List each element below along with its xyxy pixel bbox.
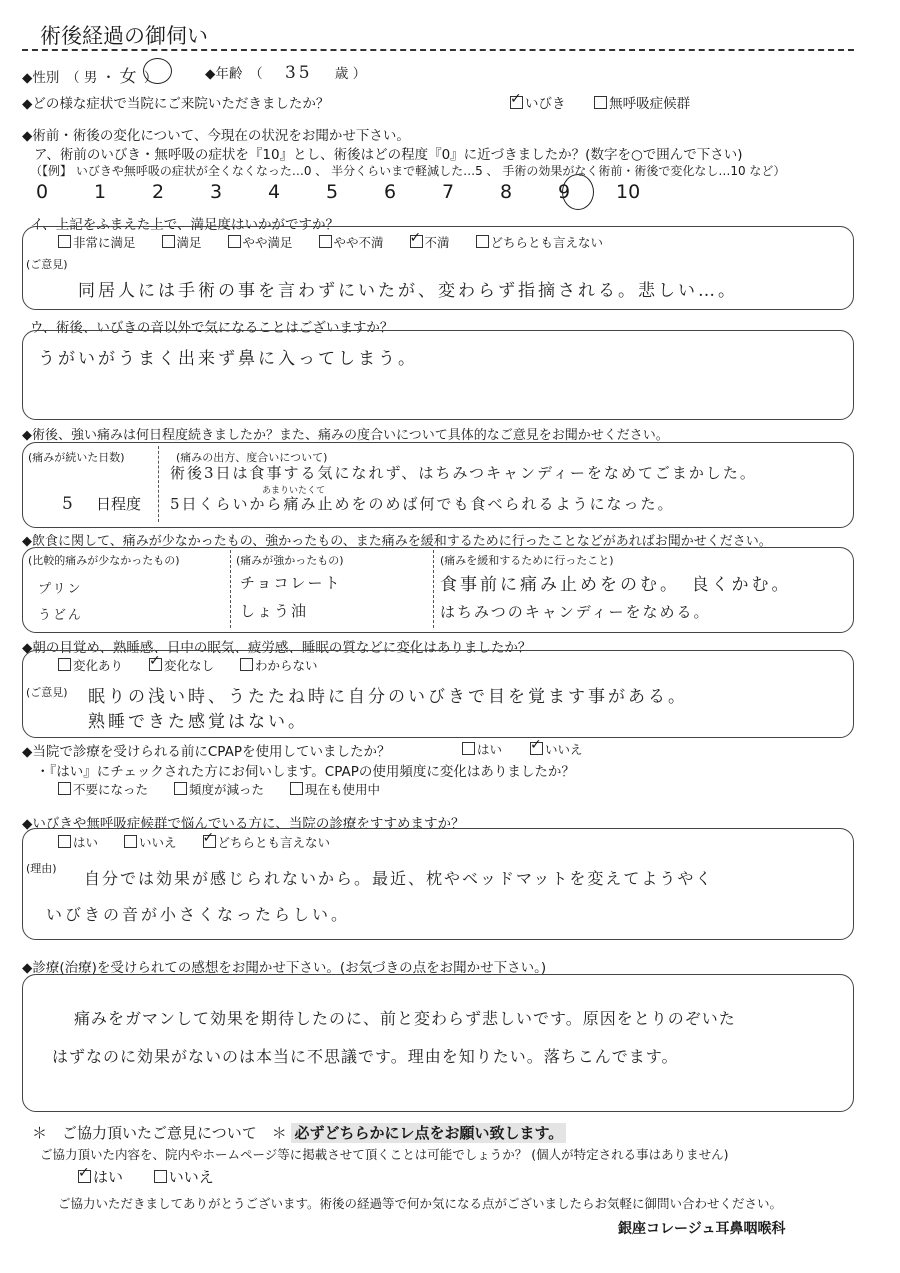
scale-4[interactable]: 4	[268, 181, 281, 203]
food-col2-label: (痛みが強かったもの)	[236, 554, 344, 567]
symptom-question: ◆どの様な症状で当院にご来院いただきましたか？	[22, 96, 330, 112]
food-col1-item[interactable]: うどん	[38, 608, 84, 623]
pain-days-value[interactable]: 5	[62, 494, 76, 514]
scale-8[interactable]: 8	[500, 181, 513, 203]
food-divider-2	[433, 550, 434, 628]
cpap-freq2-checkbox[interactable]	[174, 782, 187, 795]
satisfaction-opt2-label: 満足	[176, 235, 202, 250]
age-label: ◆年齢 （	[205, 66, 263, 82]
pain-divider	[158, 446, 159, 522]
pain-days-unit: 日程度	[96, 495, 142, 513]
recommend-comment-2[interactable]: いびきの音が小さくなったらしい。	[46, 905, 351, 924]
sleep-opt2-checkbox[interactable]	[149, 658, 162, 671]
food-col1-item[interactable]: プリン	[38, 582, 83, 597]
gender-label: ◆性別 （ 男 ・	[22, 70, 116, 86]
scale-9[interactable]: 9	[558, 181, 571, 203]
scale-5[interactable]: 5	[326, 181, 339, 203]
cpap-subquestion: ・『はい』にチェックされた方にお伺いします。CPAPの使用頻度に変化はありましたか？	[36, 764, 575, 780]
satisfaction-opt3-label: やや満足	[242, 235, 293, 250]
recommend-yes-label: はい	[73, 835, 99, 850]
scale-7[interactable]: 7	[442, 181, 455, 203]
recommend-reason-label: (理由)	[26, 862, 57, 875]
satisfaction-question: イ、上記をふまえた上で、満足度はいかがですか？	[30, 217, 340, 233]
consent-yes-checkbox[interactable]	[78, 1170, 91, 1183]
gender-question	[22, 62, 157, 87]
cpap-question: ◆当院で診療を受けられる前にCPAPを使用していましたか？	[22, 744, 391, 760]
age-unit: 歳 ）	[334, 66, 367, 82]
change-subquestion: ア、術前のいびき・無呼吸の症状を『10』とし、術後はどの程度『0』に近づきましたか？(数字を○で囲んで下さい)	[34, 147, 743, 163]
recommend-neither-label: どちらとも言えない	[217, 835, 331, 850]
cpap-options	[462, 740, 583, 758]
satisfaction-opt1-label: 非常に満足	[73, 235, 136, 250]
satisfaction-opt3-checkbox[interactable]	[228, 235, 241, 248]
other-comment[interactable]: うがいがうまく出来ず鼻に入ってしまう。	[38, 349, 418, 369]
consent-options	[78, 1166, 214, 1187]
satisfaction-opt4-checkbox[interactable]	[319, 235, 332, 248]
recommend-yes-checkbox[interactable]	[58, 835, 71, 848]
cpap-no-label: いいえ	[545, 742, 583, 757]
recommend-options	[58, 833, 330, 851]
food-col1-label: (比較的痛みが少なかったもの)	[28, 554, 180, 567]
satisfaction-opt1-checkbox[interactable]	[58, 235, 71, 248]
consent-no-checkbox[interactable]	[154, 1170, 167, 1183]
sleep-opt3-label: わからない	[255, 658, 318, 673]
clinic-name: 銀座コレージュ耳鼻咽喉科	[618, 1221, 786, 1237]
consent-header-emphasis: 必ずどちらかにレ点をお願い致します。	[291, 1123, 566, 1143]
sleep-opt1-label: 変化あり	[73, 658, 124, 673]
age-answer[interactable]: 35	[284, 63, 313, 83]
food-col3-label: (痛みを緩和するために行ったこと)	[440, 554, 614, 567]
food-col3-item[interactable]: はちみつのキャンディーをなめる。	[440, 603, 711, 621]
scale-6[interactable]: 6	[384, 181, 397, 203]
satisfaction-comment[interactable]: 同居人には手術の事を言わずにいたが、変わらず指摘される。悲しい…。	[78, 281, 738, 301]
consent-no-label: いいえ	[168, 1168, 214, 1186]
satisfaction-opinion-label: (ご意見)	[26, 258, 68, 271]
sleep-opt3-checkbox[interactable]	[240, 658, 253, 671]
cpap-yes-label: はい	[477, 742, 503, 757]
scale-3[interactable]: 3	[210, 181, 223, 203]
cpap-freq1-label: 不要になった	[73, 782, 149, 797]
symptom-options	[510, 92, 690, 112]
gender-close: ）	[143, 70, 158, 86]
age-question	[205, 62, 366, 83]
recommend-no-checkbox[interactable]	[124, 835, 137, 848]
scale-2[interactable]: 2	[152, 181, 165, 203]
sleep-comment-1[interactable]: 眠りの浅い時、うたたね時に自分のいびきで目を覚ます事がある。	[88, 687, 688, 707]
sleep-opinion-label: (ご意見)	[26, 686, 68, 699]
satisfaction-opt4-label: やや不満	[333, 235, 384, 250]
satisfaction-options	[58, 233, 603, 251]
sleep-options	[58, 656, 318, 674]
consent-question: ご協力頂いた内容を、院内やホームページ等に掲載させて頂くことは可能でしょうか？ (個人が特定される事はありません)	[40, 1147, 729, 1162]
pain-days-label: (痛みが続いた日数)	[28, 451, 125, 464]
pain-box	[22, 442, 854, 528]
scale-0[interactable]: 0	[36, 181, 49, 203]
sleep-question: ◆朝の目覚め、熟睡感、日中の眠気、疲労感、睡眠の質などに変化はありましたか？	[22, 640, 532, 656]
pain-comment-note: あまりいたくて	[262, 486, 326, 496]
cpap-frequency-options	[58, 780, 380, 798]
change-example: （【例】 いびきや無呼吸の症状が全くなくなった…0 、 半分くらいまで軽減した…5 、 手術の効果がなく術前・術後で変化なし…10 など）	[30, 164, 786, 178]
cpap-no-checkbox[interactable]	[530, 742, 543, 755]
recommend-question: ◆いびきや無呼吸症候群で悩んでいる方に、当院の診療をすすめますか？	[22, 816, 465, 832]
food-col3-item[interactable]: 食事前に痛み止めをのむ。 良くかむ。	[440, 575, 792, 595]
gender-answer[interactable]: 女	[119, 67, 140, 87]
food-divider-1	[230, 550, 231, 628]
symptom-apnea-checkbox[interactable]	[594, 96, 607, 109]
title-underline	[22, 49, 854, 51]
cpap-yes-checkbox[interactable]	[462, 742, 475, 755]
pain-degree-label: (痛みの出方、度合いについて)	[176, 451, 328, 464]
gender-circle-mark	[143, 58, 172, 84]
food-col2-item[interactable]: チョコレート	[240, 574, 342, 592]
scale-10[interactable]: 10	[616, 181, 641, 203]
sleep-comment-2[interactable]: 熟睡できた感覚はない。	[88, 712, 308, 732]
impression-question: ◆診療(治療)を受けられての感想をお聞かせ下さい。(お気づきの点をお聞かせ下さい。)	[22, 960, 547, 976]
recommend-comment-1[interactable]: 自分では効果が感じられないから。最近、枕やベッドマットを変えてようやく	[84, 869, 714, 888]
page-title: 術後経過の御伺い	[40, 24, 208, 48]
other-question: ウ、術後、いびきの音以外で気になることはございますか？	[30, 320, 394, 336]
satisfaction-opt5-label: 不満	[424, 235, 450, 250]
cpap-freq2-label: 頻度が減った	[189, 782, 265, 797]
impression-box	[22, 974, 854, 1112]
sleep-opt2-label: 変化なし	[164, 658, 215, 673]
satisfaction-opt2-checkbox[interactable]	[162, 235, 175, 248]
food-col2-item[interactable]: しょう油	[240, 602, 309, 620]
symptom-snoring-label: いびき	[525, 96, 566, 112]
recommend-no-label: いいえ	[139, 835, 177, 850]
food-question: ◆飲食に関して、痛みが少なかったもの、強かったもの、また痛みを緩和するために行ったことなどがあればお聞かせください。	[22, 534, 772, 549]
symptom-snoring-checkbox[interactable]	[510, 96, 523, 109]
pain-question: ◆術後、強い痛みは何日程度続きましたか？また、痛みの度合いについて具体的なご意見をお聞かせください。	[22, 428, 669, 443]
symptom-apnea-label: 無呼吸症候群	[609, 96, 691, 112]
consent-header	[32, 1122, 566, 1143]
consent-yes-label: はい	[93, 1168, 124, 1186]
change-question: ◆術前・術後の変化について、今現在の状況をお聞かせ下さい。	[22, 128, 410, 144]
impression-comment-2[interactable]: はずなのに効果がないのは本当に不思議です。理由を知りたい。落ちこんでます。	[52, 1047, 679, 1066]
pain-comment-2[interactable]: 5日くらいから痛み止めをのめば何でも食べられるようになった。	[170, 495, 675, 513]
satisfaction-opt6-checkbox[interactable]	[476, 235, 489, 248]
recommend-neither-checkbox[interactable]	[203, 835, 216, 848]
cpap-freq1-checkbox[interactable]	[58, 782, 71, 795]
selected-scale-circle	[562, 174, 594, 210]
cpap-freq3-label: 現在も使用中	[305, 782, 381, 797]
satisfaction-opt5-checkbox[interactable]	[410, 235, 423, 248]
sleep-opt1-checkbox[interactable]	[58, 658, 71, 671]
footer-thanks: ご協力いただきましてありがとうございます。術後の経過等で何か気になる点がございましたらお気軽に御問い合わせください。	[58, 1196, 783, 1211]
pain-comment-1[interactable]: 術後3日は食事する気になれず、はちみつキャンディーをなめてごまかした。	[170, 464, 757, 482]
cpap-freq3-checkbox[interactable]	[290, 782, 303, 795]
satisfaction-opt6-label: どちらとも言えない	[490, 235, 604, 250]
pain-days	[62, 493, 141, 514]
impression-comment-1[interactable]: 痛みをガマンして効果を期待したのに、前と変わらず悲しいです。原因をとりのぞいた	[74, 1009, 736, 1028]
scale-1[interactable]: 1	[94, 181, 107, 203]
consent-header-left: ＊ ご協力頂いたご意見について ＊	[32, 1124, 287, 1142]
